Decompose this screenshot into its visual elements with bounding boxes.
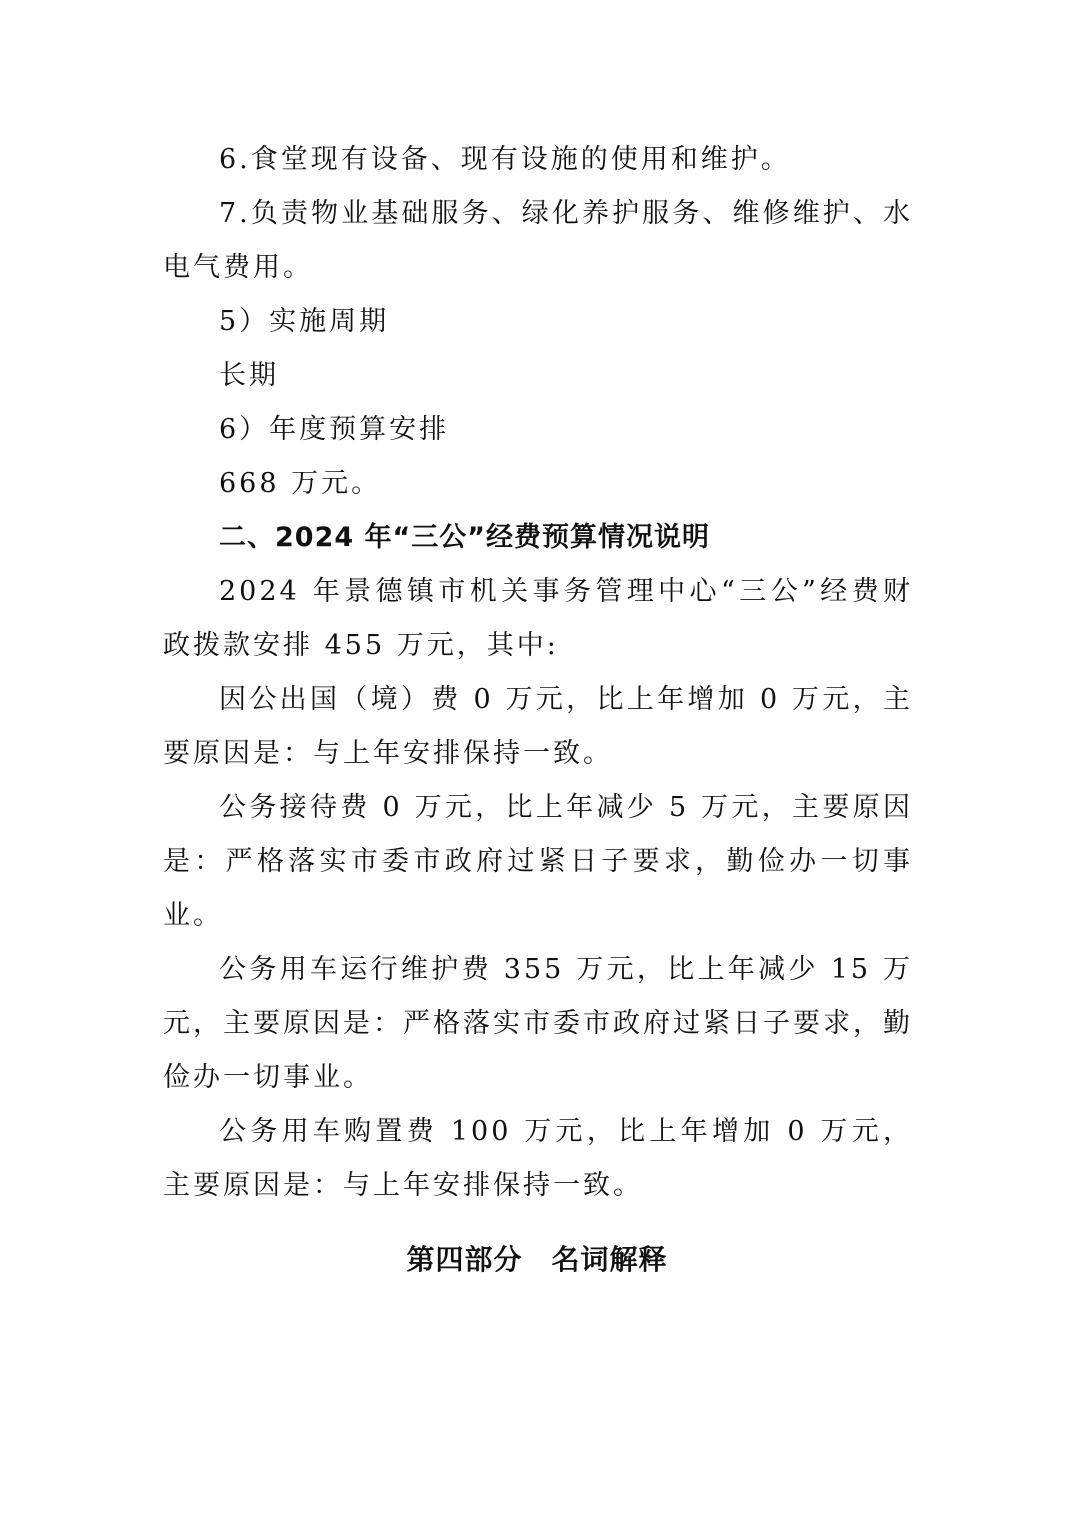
list-item-canteen-equipment: 6.食堂现有设备、现有设施的使用和维护。 xyxy=(219,144,791,175)
paragraph-vehicle-maintenance: 公务用车运行维护费 355 万元，比上年减少 15 万元，主要原因是：严格落实市委市政府过紧日子要求，勤俭办一切事业。 xyxy=(163,954,913,1093)
annual-budget-value: 668 万元。 xyxy=(219,468,382,499)
implementation-period-value: 长期 xyxy=(219,360,279,391)
subheading-implementation-period: 5）实施周期 xyxy=(219,306,390,337)
paragraph-total-allocation: 2024 年景德镇市机关事务管理中心“三公”经费财政拨款安排 455 万元，其中: xyxy=(163,576,913,661)
paragraph-vehicle-purchase: 公务用车购置费 100 万元，比上年增加 0 万元，主要原因是：与上年安排保持一致。 xyxy=(163,1116,913,1201)
paragraph-overseas-travel: 因公出国（境）费 0 万元，比上年增加 0 万元，主要原因是：与上年安排保持一致。 xyxy=(163,684,913,769)
subheading-annual-budget: 6）年度预算安排 xyxy=(219,414,450,445)
part-title: 第四部分 名词解释 xyxy=(406,1243,668,1276)
paragraph-official-reception: 公务接待费 0 万元，比上年减少 5 万元，主要原因是：严格落实市委市政府过紧日子要求，勤俭办一切事业。 xyxy=(163,792,913,931)
section-heading-three-public-expenses: 二、2024 年“三公”经费预算情况说明 xyxy=(219,522,711,553)
document-body xyxy=(163,133,913,1213)
list-item-property-services: 7.负责物业基础服务、绿化养护服务、维修维护、水电气费用。 xyxy=(163,198,913,283)
